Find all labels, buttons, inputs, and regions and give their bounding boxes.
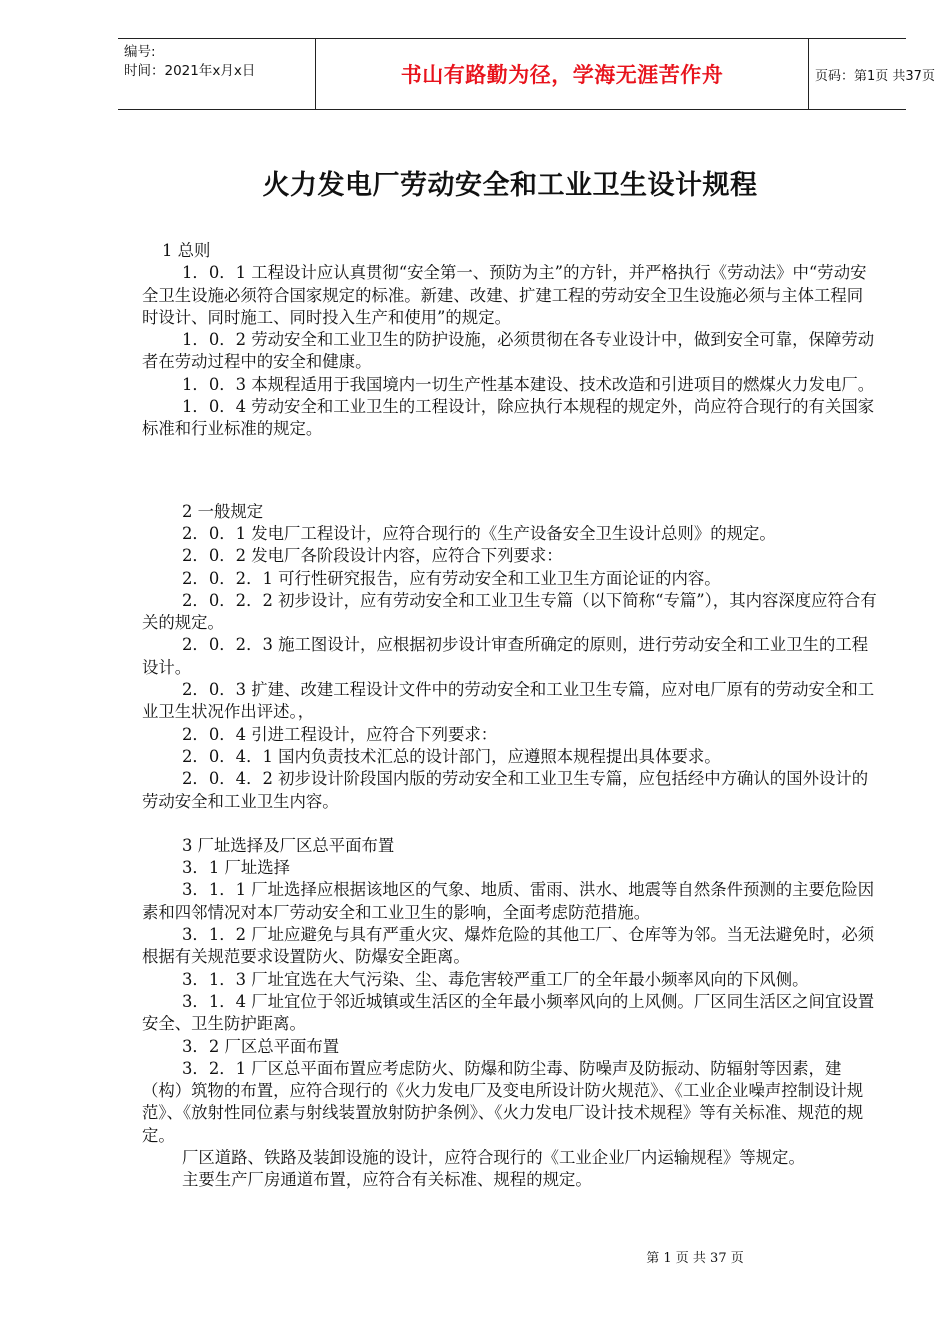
paragraph: 2．0．1 发电厂工程设计，应符合现行的《生产设备安全卫生设计总则》的规定。 [182,523,776,543]
paragraph: 2．0．4．2 初步设计阶段国内版的劳动安全和工业卫生专篇，应包括经中方确认的国外设计的劳动安全和工业卫生内容。 [142,769,869,811]
section-heading: 2 一般规定 [182,501,264,521]
page-footer: 第 1 页 共 37 页 [646,1251,744,1266]
paragraph: 3．1．2 厂址应避免与具有严重火灾、爆炸危险的其他工厂、仓库等为邻。当无法避免时，必须根据有关规范要求设置防火、防爆安全距离。 [142,925,875,967]
document-title: 火力发电厂劳动安全和工业卫生设计规程 [262,170,758,201]
paragraph: 主要生产厂房通道布置，应符合有关标准、规程的规定。 [182,1170,592,1190]
number-label: 编号: [124,44,156,60]
header-motto: 书山有路勤为径，学海无涯苦作舟 [315,39,809,109]
paragraph: 3．2．1 厂区总平面布置应考虑防火、防爆和防尘毒、防噪声及防振动、防辐射等因素，建（构）筑物的布置，应符合现行的《火力发电厂及变电所设计防火规范》、《工业企业噪声控制设计规范》、《放射性同位素与射线装置放射防护条例》、《火力发电厂设计技术规程》等有关标准、规范的规定。 [142,1058,864,1145]
page-header [118,38,935,110]
paragraph: 1．0．3 本规程适用于我国境内一切生产性基本建设、技术改造和引进项目的燃煤火力发电厂。 [182,374,875,394]
paragraph: 2．0．2 发电厂各阶段设计内容，应符合下列要求： [182,546,563,566]
paragraph: 1．0．1 工程设计应认真贯彻“安全第一、预防为主”的方针，并严格执行《劳动法》中“劳动安全卫生设施必须符合国家规定的标准。新建、改建、扩建工程的劳动安全卫生设施必须与主体工程同时设计、同时施工、同时投入生产和使用”的规定。 [142,263,867,327]
paragraph: 1．0．2 劳动安全和工业卫生的防护设施，必须贯彻在各专业设计中，做到安全可靠，保障劳动者在劳动过程中的安全和健康。 [142,330,875,372]
paragraph: 2．0．2．3 施工图设计，应根据初步设计审查所确定的原则，进行劳动安全和工业卫生的工程设计。 [142,635,869,677]
paragraph: 3．1．3 厂址宜选在大气污染、尘、毒危害较严重工厂的全年最小频率风向的下风侧。 [182,969,809,989]
subsection-heading: 3．2 厂区总平面布置 [182,1036,340,1056]
paragraph: 3．1．1 厂址选择应根据该地区的气象、地质、雷雨、洪水、地震等自然条件预测的主要危险因素和四邻情况对本厂劳动安全和工业卫生的影响，全面考虑防范措施。 [142,880,875,922]
subsection-heading: 3．1 厂址选择 [182,858,291,878]
section-heading: 3 厂址选择及厂区总平面布置 [182,835,395,855]
paragraph: 2．0．2．1 可行性研究报告，应有劳动安全和工业卫生方面论证的内容。 [182,568,721,588]
header-meta [118,39,315,109]
paragraph: 3．1．4 厂址宜位于邻近城镇或生活区的全年最小频率风向的上风侧。厂区同生活区之间宜设置安全、卫生防护距离。 [142,991,875,1034]
paragraph: 2．0．4．1 国内负责技术汇总的设计部门，应遵照本规程提出具体要求。 [182,746,721,766]
document-body [142,240,877,1192]
paragraph: 2．0．2．2 初步设计，应有劳动安全和工业卫生专篇（以下简称“专篇”），其内容深度应符合有关的规定。 [142,590,877,633]
header-page-label: 页码：第1页 共37页 [815,68,935,84]
paragraph: 2．0．3 扩建、改建工程设计文件中的劳动安全和工业卫生专篇，应对电厂原有的劳动安全和工业卫生状况作出评述。， [142,680,875,722]
time-label: 时间：2021年x月x日 [124,63,256,79]
section-heading: 1 总则 [162,241,211,260]
paragraph: 2．0．4 引进工程设计，应符合下列要求： [182,724,498,744]
paragraph: 厂区道路、铁路及装卸设施的设计，应符合现行的《工业企业厂内运输规程》等规定。 [182,1147,805,1167]
paragraph: 1．0．4 劳动安全和工业卫生的工程设计，除应执行本规程的规定外，尚应符合现行的有关国家标准和行业标准的规定。 [142,397,875,439]
